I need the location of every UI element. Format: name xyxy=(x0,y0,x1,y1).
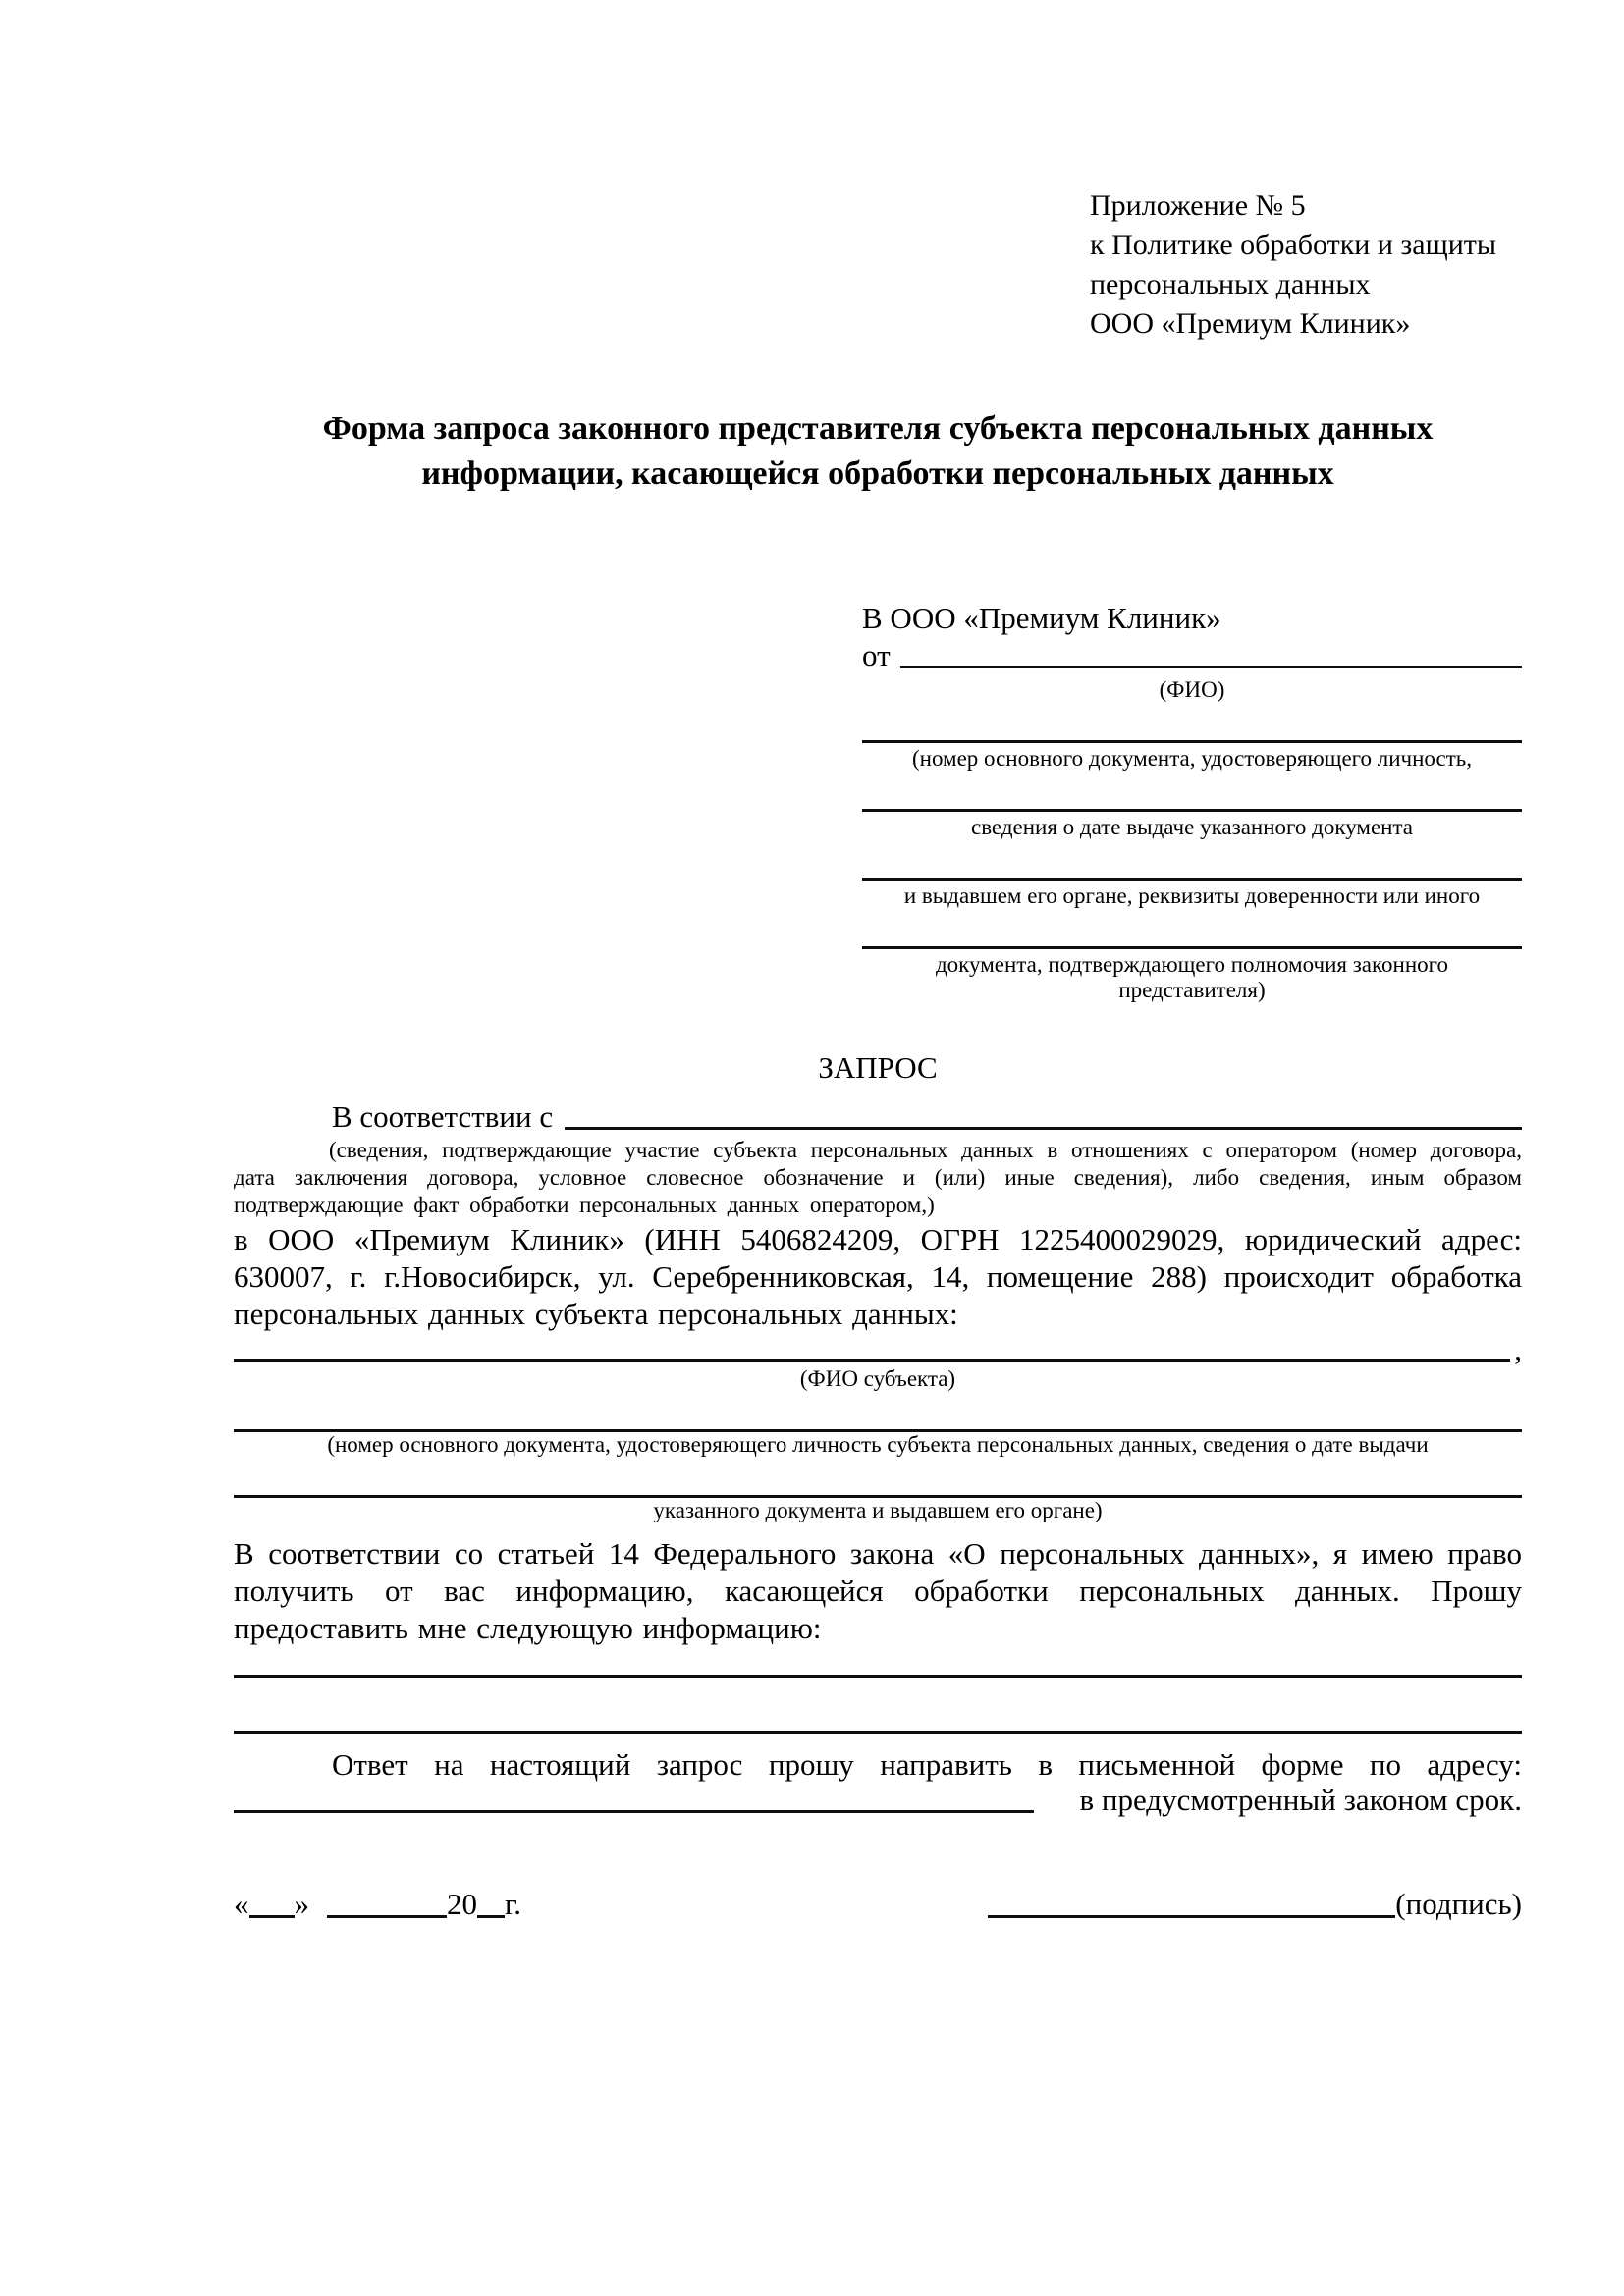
representative-doc-blank-line-1 xyxy=(862,740,1522,743)
addressee-organization: В ООО «Премиум Клиник» xyxy=(862,601,1221,635)
accordance-blank-line xyxy=(565,1127,1522,1130)
date-quote-close: » xyxy=(294,1887,309,1921)
request-heading: ЗАПРОС xyxy=(818,1050,938,1085)
subject-fio-caption: (ФИО субъекта) xyxy=(799,1366,956,1391)
representative-doc-caption-4: документа, подтверждающего полномочия законного представителя) xyxy=(935,952,1448,1002)
subject-fio-comma: , xyxy=(1514,1332,1522,1366)
appendix-line-4: ООО «Премиум Клиник» xyxy=(1090,307,1411,340)
representative-doc-blank-line-4 xyxy=(862,946,1522,949)
date-day-blank xyxy=(249,1915,295,1918)
from-row xyxy=(862,638,1522,673)
reply-paragraph: Ответ на настоящий запрос прошу направить в письменной форме по адресу: xyxy=(332,1747,1522,1782)
signature-field xyxy=(988,1887,1522,1922)
footer-row xyxy=(234,1887,1522,1922)
operator-paragraph: в ООО «Премиум Клиник» (ИНН 5406824209, ОГРН 1225400029029, юридический адрес: 630007, г. г.Новосибирск, ул. Серебренниковская, 14, помещение 288) происходит обработка персональных данных субъекта персональных данных: xyxy=(234,1222,1522,1331)
date-year-prefix: 20 xyxy=(447,1887,477,1921)
date-year-blank xyxy=(477,1915,505,1918)
law-paragraph: В соответствии со статьей 14 Федерального закона «О персональных данных», я имею право получить от вас информацию, касающейся обработки персональных данных. Прошу предоставить мне следующую информацию: xyxy=(234,1536,1522,1645)
appendix-line-1: Приложение № 5 xyxy=(1090,189,1306,222)
accordance-label: В соответствии с xyxy=(332,1099,554,1134)
requested-info-blank-line-1 xyxy=(234,1675,1522,1678)
subject-doc-caption-1: (номер основного документа, удостоверяющего личность субъекта персональных данных, сведения о дате выдачи xyxy=(327,1432,1429,1457)
date-field xyxy=(234,1887,521,1922)
requested-info-blank-line-2 xyxy=(234,1731,1522,1734)
fio-caption: (ФИО) xyxy=(1159,677,1225,702)
subject-doc-caption-2: указанного документа и выдавшем его органе) xyxy=(653,1498,1103,1522)
signature-caption: (подпись) xyxy=(1395,1887,1522,1921)
date-month-blank xyxy=(327,1915,447,1918)
representative-doc-blank-line-3 xyxy=(862,878,1522,881)
signature-blank-line xyxy=(988,1915,1395,1918)
appendix-line-2: к Политике обработки и защиты xyxy=(1090,229,1497,261)
appendix-line-3: персональных данных xyxy=(1090,268,1371,300)
subject-fio-row xyxy=(234,1333,1522,1366)
representative-fio-blank-line xyxy=(900,666,1522,668)
appendix-block xyxy=(1090,187,1522,344)
document-title: Форма запроса законного представителя субъекта персональных данных информации, касающейся обработки персональных данных xyxy=(322,410,1434,492)
from-label: от xyxy=(862,638,891,672)
date-year-suffix: г. xyxy=(505,1887,521,1921)
reply-address-blank-line xyxy=(234,1810,1034,1813)
representative-doc-caption-3: и выдавшем его органе, реквизиты доверенности или иного xyxy=(903,883,1481,908)
subject-fio-blank-line xyxy=(234,1359,1510,1362)
date-quote-open: « xyxy=(234,1887,249,1921)
accordance-caption: (сведения, подтверждающие участие субъекта персональных данных в отношениях с оператором (номер договора, дата заключения договора, условное словесное обозначение и (или) иные сведения), либо сведения, иным образом подтверждающие факт обработки персональных данных оператором,) xyxy=(234,1138,1522,1217)
accordance-row xyxy=(234,1099,1522,1135)
representative-doc-caption-2: сведения о дате выдаче указанного документа xyxy=(970,815,1414,839)
representative-doc-blank-line-2 xyxy=(862,809,1522,812)
reply-address-row xyxy=(234,1783,1522,1818)
addressee-block xyxy=(862,601,1522,1003)
representative-doc-caption-1: (номер основного документа, удостоверяющего личность, xyxy=(911,746,1472,771)
reply-tail: в предусмотренный законом срок. xyxy=(1079,1783,1522,1817)
